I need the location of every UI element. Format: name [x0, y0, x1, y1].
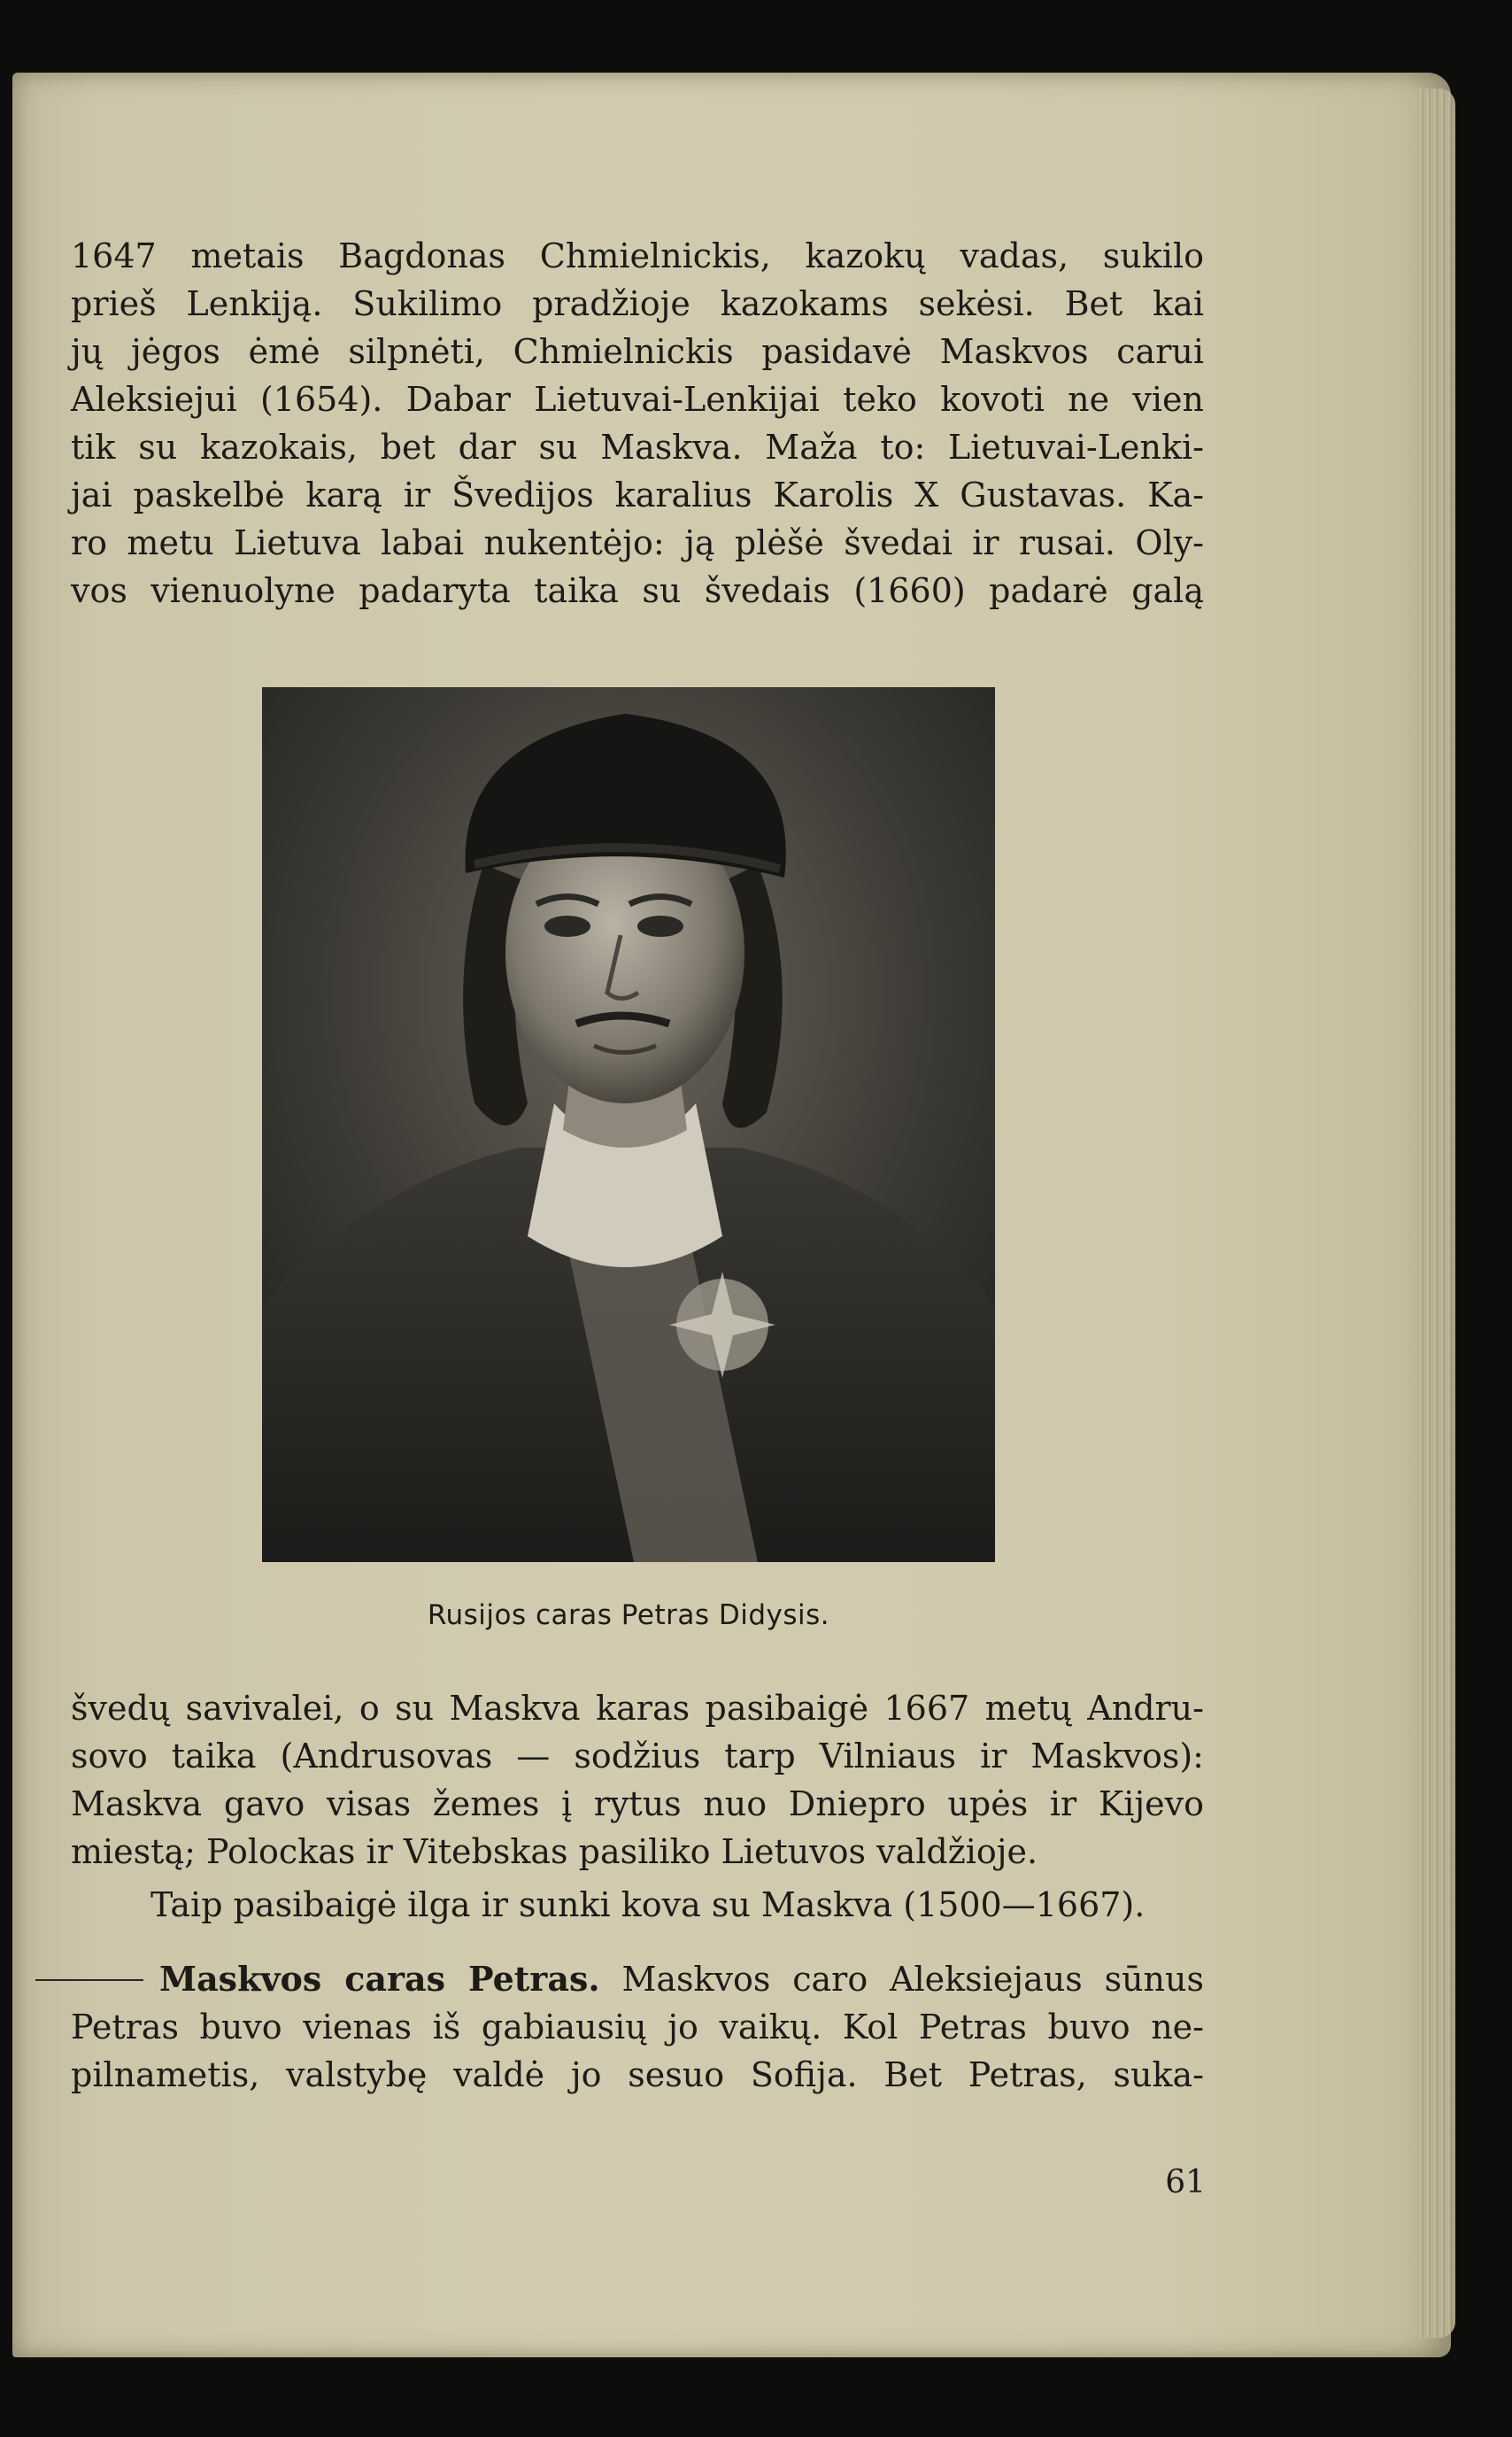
- text-line: miestą; Polockas ir Vitebskas pasiliko Lietuvos valdžioje.: [71, 1832, 1038, 1871]
- page-edges: [1418, 89, 1455, 2338]
- text-line: Aleksiejui (1654). Dabar Lietuvai-Lenkijai teko kovoti ne vien: [71, 380, 1204, 419]
- text-line: švedų savivalei, o su Maskva karas pasibaigė 1667 metų Andru-: [71, 1689, 1204, 1728]
- text-line: Petras buvo vienas iš gabiausių jo vaikų. Kol Petras buvo ne-: [71, 2008, 1204, 2046]
- portrait-illustration: [262, 687, 995, 1562]
- section-heading: Maskvos caras Petras.: [159, 1959, 600, 1999]
- paragraph-summary: [71, 1881, 1204, 1934]
- text-line: prieš Lenkiją. Sukilimo pradžioje kazokams sekėsi. Bet kai: [71, 284, 1204, 323]
- figure-caption: Rusijos caras Petras Didysis.: [427, 1599, 830, 1631]
- text-line: 1647 metais Bagdonas Chmielnickis, kazokų vadas, sukilo: [71, 236, 1204, 275]
- portrait-drawing: [262, 687, 995, 1562]
- text-line: jų jėgos ėmė silpnėti, Chmielnickis pasidavė Maskvos carui: [71, 332, 1204, 371]
- text-line: Maskva gavo visas žemes į rytus nuo Dniepro upės ir Kijevo: [71, 1784, 1204, 1823]
- text-line: sovo taika (Andrusovas — sodžius tarp Vilniaus ir Maskvos):: [71, 1737, 1204, 1776]
- text-line: ro metu Lietuva labai nukentėjo: ją plėšė švedai ir rusai. Oly-: [71, 523, 1204, 562]
- section-first-line: [71, 1955, 1204, 2003]
- section-first-line-rest: Maskvos caro Aleksiejaus sūnus: [621, 1960, 1204, 1999]
- paragraph-top: [71, 232, 1204, 622]
- text-line: Taip pasibaigė ilga ir sunki kova su Maskva (1500—1667).: [150, 1885, 1146, 1924]
- text-line: jai paskelbė karą ir Švedijos karalius Karolis X Gustavas. Ka-: [71, 476, 1204, 514]
- text-line: vos vienuolyne padaryta taika su švedais (1660) padarė galą: [71, 571, 1204, 610]
- text-line: tik su kazokais, bet dar su Maskva. Maža to: Lietuvai-Lenki-: [71, 428, 1204, 467]
- paragraph-middle: [71, 1684, 1204, 1879]
- page-number: 61: [1165, 2164, 1206, 2201]
- text-line: pilnametis, valstybę valdė jo sesuo Sofija. Bet Petras, suka-: [71, 2055, 1204, 2094]
- section-paragraph: [71, 1955, 1204, 2115]
